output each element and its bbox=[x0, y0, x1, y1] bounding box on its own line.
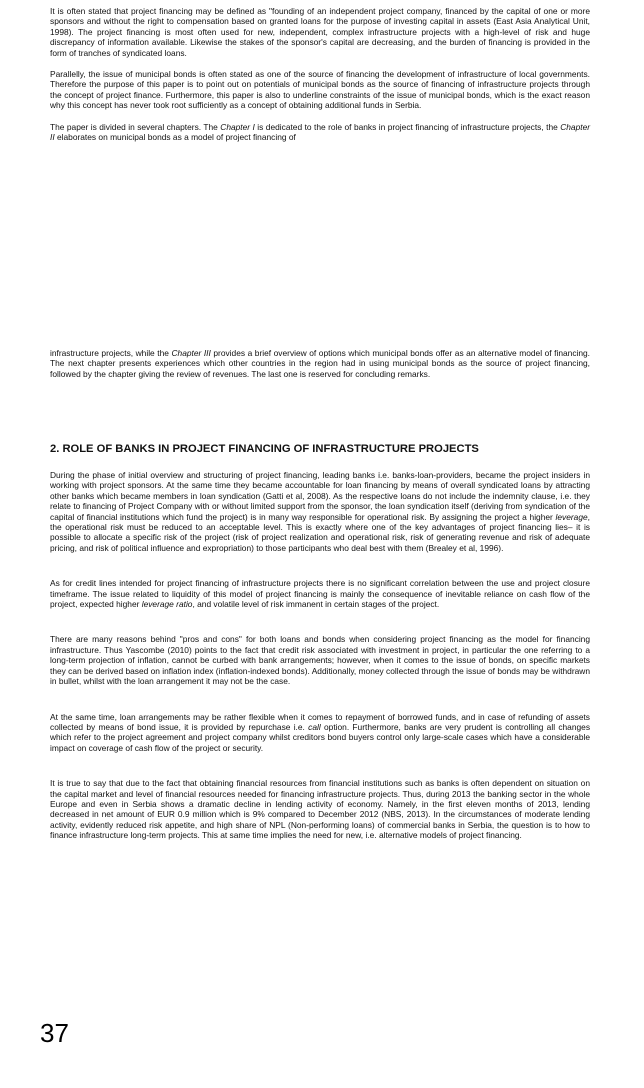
text-block-top bbox=[50, 6, 590, 142]
paragraph-paper-structure-continued: infrastructure projects, while the Chapter III provides a brief overview of options which municipal bonds offer as an alternative model of financing. The next chapter presents experiences which other countries in the region had in using municipal bonds as the source of project financing, followed by the chapter giving the review of revenues. The last one is reserved for concluding remarks. bbox=[50, 348, 591, 379]
paragraph-paper-structure: The paper is divided in several chapters. The Chapter I is dedicated to the role of banks in project financing of infrastructure projects, the Chapter II elaborates on municipal bonds as a model of project financing of bbox=[50, 121, 591, 143]
paragraph-pros-and-cons: There are many reasons behind "pros and cons" for both loans and bonds when considering project financing as the model for financing infrastructure. Thus Yascombe (2010) points to the fact that credit risk associated with investment in project, in particular the one referring to a long-term projection of inflation, cannot be curbed with bank arrangements; however, when it comes to the issue of bonds, on specific markets they can be derived based on inflation index (inflation-indexed bonds). Additionally, money collected through the issue of bonds may be withdrawn in bullet, whilst with the loan arrangement it may not be the case. bbox=[50, 634, 590, 687]
text-block-section-2 bbox=[50, 470, 590, 841]
paragraph-banks-role: During the phase of initial overview and structuring of project financing, leading banks i.e. banks-loan-providers, became the project insiders in working with project sponsors. At the same time they became accountable for loan financing by means of overall syndicated loans by attracting other banks which became members in loan syndication (Gatti et al, 2008). As the respective loans do not include the indemnity clause, i.e. they relate to financing of Project Company with or without limited support from the sponsor, the loan syndication itself (deriving from syndication of the capital of financial institutions which fund the project) is in many way responsible for operational risk. By assigning the project a higher leverage, the operational risk must be reduced to an acceptable level. This is exactly where one of the key advantages of project financing lies– it is possible to allocate a specific risk of the project (risk of project realization and operational risk, risk of generating revenue and risk of adequate pricing, and risk of political influence and expropriation) to those participants who deal best with them (Brealey et al, 1996). bbox=[50, 470, 590, 553]
paragraph-loan-flexibility: At the same time, loan arrangements may be rather flexible when it comes to repayment of borrowed funds, and in case of refunding of assets collected by means of bond issue, it is provided by repurchase i.e. call option. Furthermore, banks are very prudent is controlling all changes which refer to the project agreement and project company whilst creditors bond buyers control only large-scale cases which have a considerable impact on coverage of cash flow of the project or security. bbox=[50, 711, 591, 753]
paragraph-project-financing-definition: It is often stated that project financing may be defined as "founding of an independent project company, financed by the capital of one or more sponsors and without the right to compensation based on granted loans for the purpose of investing capital in assets (East Asia Analytical Unit, 1998). The project financing is most often used for new, independent, complex infrastructure projects with a high-level of risk and huge discrepancy of information available. Likewise the stakes of the sponsor's capital are decreasing, and the burden of financing is provided in the form of tranches of syndicated loans. bbox=[50, 6, 590, 58]
paragraph-municipal-bonds-purpose: Parallelly, the issue of municipal bonds is often stated as one of the source of financing the development of infrastructure of local governments. Therefore the purpose of this paper is to point out on potentials of municipal bonds as the source of financing of infrastructure projects through the concept of project finance. Furthermore, this paper is also to underline constraints of the issue of municipal bonds, which is the exact reason why this concept has never took root sufficiently as a concept of obtaining additional funds in Serbia. bbox=[50, 69, 590, 111]
paragraph-credit-lines: As for credit lines intended for project financing of infrastructure projects there is no significant correlation between the use and project closure timeframe. The issue related to liquidity of this model of project financing is mainly the consequence of inevitable reliance on cash flow of the project, expected higher leverage ratio, and volatile level of risk immanent in certain stages of the project. bbox=[50, 578, 590, 610]
section-heading: 2. ROLE OF BANKS IN PROJECT FINANCING OF INFRASTRUCTURE PROJECTS bbox=[50, 443, 479, 455]
paragraph-lending-decline: It is true to say that due to the fact that obtaining financial resources from financial institutions such as banks is often dependent on situation on the capital market and level of financial resources needed for financing infrastructure projects. Thus, during 2013 the banking sector in the whole Europe and even in Serbia shows a dramatic decline in lending activity of economy. Namely, in the first eleven months of 2013, lending decreased in net amount of EUR 0.9 million which is 9% compared to December 2012 (NBS, 2013). In the circumstances of moderate lending activity, evidently reduced risk appetite, and high share of NPL (Non-performing loans) of commercial banks in Serbia, the question is to how to finance infrastructure long-term projects. This at same time implies the need for new, i.e. alternative models of project financing. bbox=[50, 778, 590, 841]
page-number: 37 bbox=[40, 1018, 69, 1048]
text-block-continued bbox=[50, 348, 590, 379]
